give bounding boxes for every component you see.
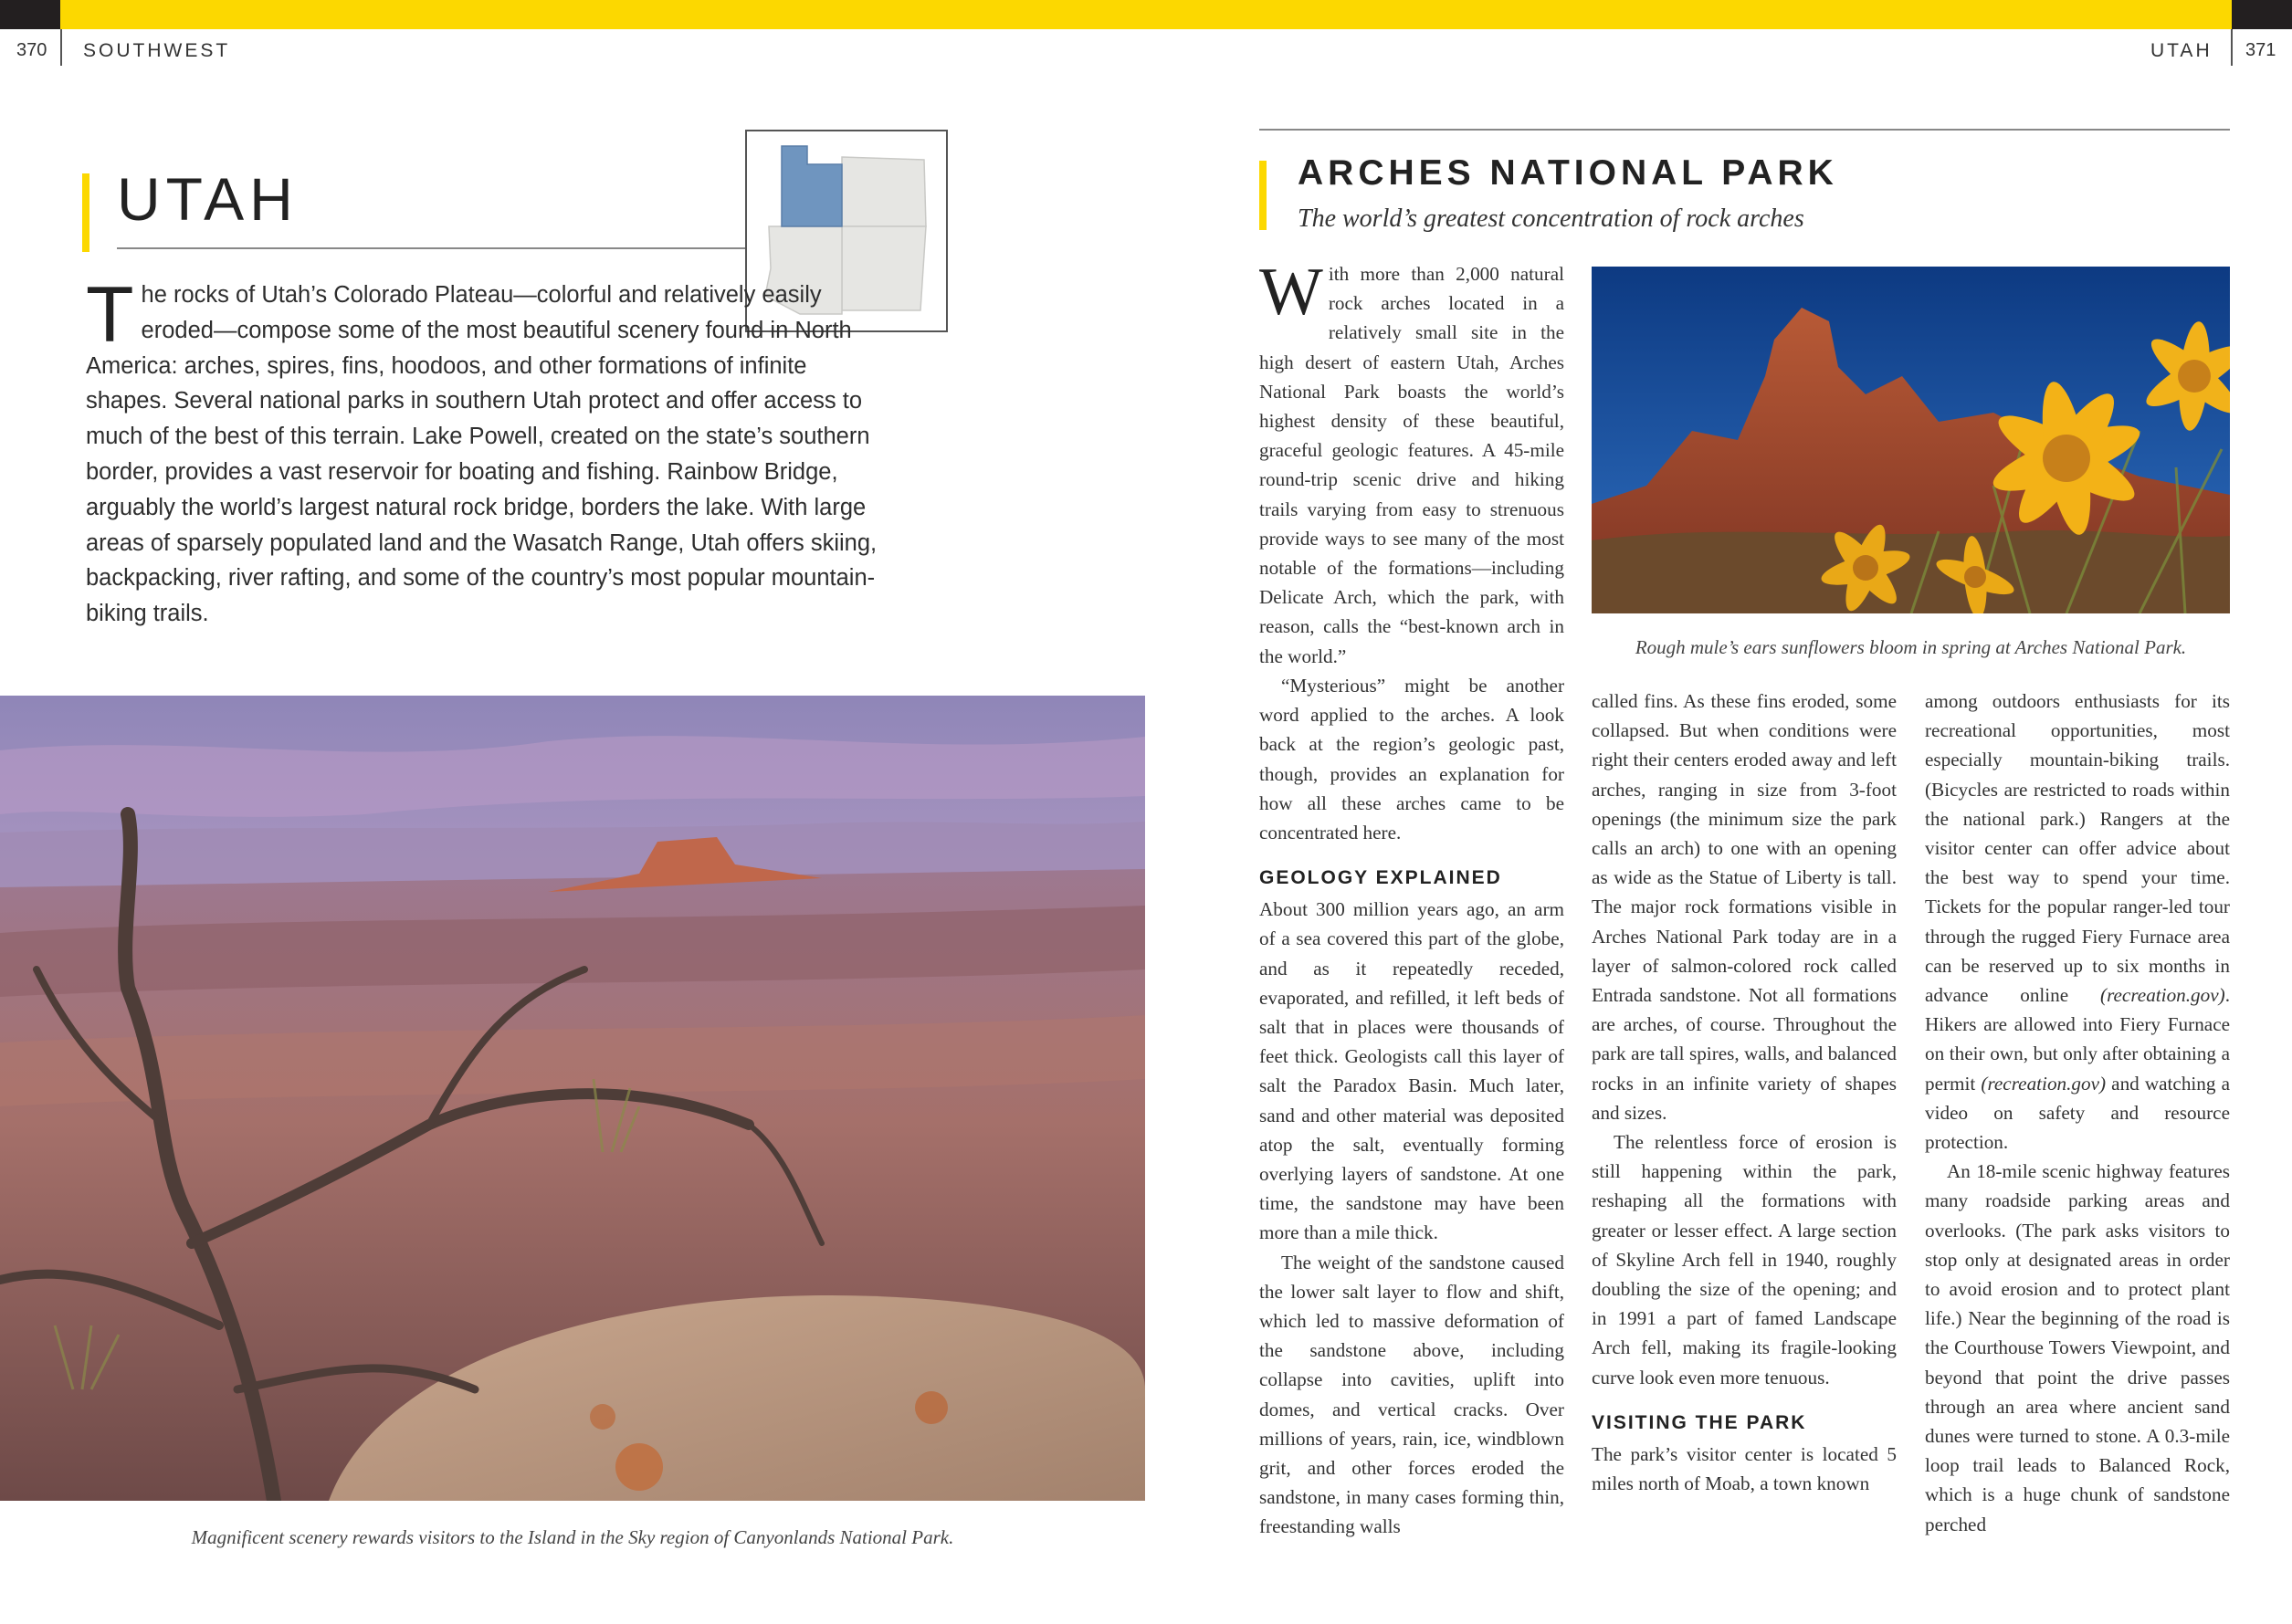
intro-text: he rocks of Utah’s Colorado Plateau—colorful and relatively easily eroded—compose some of the most beautiful scenery found in North America: arches, spires, fins, hoodoos, and other formations of infinite shapes. Several national parks in southern Utah protect and offer access to much of the best of this terrain. Lake Powell, created on the state’s southern border, provides a vast reservoir for boating and fishing. Rainbow Bridge, arguably the world’s largest natural rock bridge, borders the lake. With large areas of sparsely populated land and the Wasatch Range, Utah offers skiing, backpacking, river rafting, and some of the country’s most popular mountain-biking trails. — [86, 282, 878, 627]
left-running-head: SOUTHWEST — [83, 40, 231, 61]
sunflowers-photo — [1592, 267, 2230, 613]
column-3-text-a: among outdoors enthusiasts for its recreational opportunities, most especially mountain-biking trails. (Bicycles are restricted to roads within the national park.) Rangers at the visitor center can offer advice about the best way to spend your time. Tickets for the popular ranger-led tour through the rugged Fiery Furnace area can be reserved up to six months in advance online — [1925, 690, 2230, 1007]
intro-paragraph — [86, 271, 889, 632]
article-paragraph-1-text: ith more than 2,000 natural rock arches located in a relatively small site in the high desert of eastern Utah, Arches National Park boasts the world’s highest density of these beautiful, graceful geologic features. A 45-mile round-trip scenic drive and hiking trails varying from easy to strenuous provide ways to see many of the most notable of the formations—including Delicate Arch, which the park, with reason, calls the “best-known arch in the world.” — [1259, 263, 1564, 667]
canyonlands-photo-art — [0, 696, 1145, 1501]
right-photo-caption: Rough mule’s ears sunflowers bloom in spring at Arches National Park. — [1635, 636, 2187, 658]
recreation-gov-link-2[interactable]: (recreation.gov) — [1981, 1072, 2107, 1095]
heading-geology-explained: GEOLOGY EXPLAINED — [1259, 867, 1502, 889]
article-paragraph-1 — [1259, 259, 1564, 670]
left-folio-divider — [60, 29, 62, 66]
heading-visiting-the-park: VISITING THE PARK — [1592, 1411, 1807, 1433]
sunflowers-photo-art — [1592, 267, 2230, 613]
map-state-wyoming-corner — [842, 157, 926, 226]
geology-paragraph-2: The weight of the sandstone caused the lower salt layer to flow and shift, which led to massive deformation of the sandstone above, including collapse into cavities, uplift into domes, and vertical cracks. Over millions of years, rain, ice, windblown grit, and other forces eroded the sandstone, in many cases forming thin, freestanding walls — [1259, 1251, 1564, 1538]
map-state-utah-highlight — [782, 146, 842, 226]
article-paragraph-2: “Mysterious” might be another word applied to the arches. A look back at the region’s geologic past, though, provides an explanation for how all these arches came to be concentrated here. — [1259, 675, 1564, 844]
intro-dropcap: T — [86, 271, 134, 359]
right-folio-divider — [2231, 29, 2233, 66]
header-dark-bar-left — [0, 0, 60, 29]
page-title: UTAH — [117, 165, 299, 233]
section-subtitle: The world’s greatest concentration of rock arches — [1298, 204, 1804, 233]
right-page-number: 371 — [2245, 40, 2276, 60]
header-yellow-bar — [60, 0, 2232, 29]
column-3-paragraph-2: An 18-mile scenic highway features many roadside parking areas and overlooks. (The park asks visitors to stop only at designated areas in order to avoid erosion and to protect plant life.) Near the beginning of the road is the Courthouse Towers Viewpoint, and beyond that point the drive passes through an area where ancient sand dunes were turned to stone. A 0.3-mile loop trail leads to Balanced Rock, which is a huge chunk of sandstone perched — [1925, 1160, 2230, 1535]
column-3-paragraph-1 — [1925, 686, 2230, 1157]
column-2-paragraph-1: called fins. As these fins eroded, some collapsed. But when conditions were right their centers eroded away and left arches, ranging in size from 3-foot openings (the minimum size the park calls an arch) to one with an opening as wide as the Statue of Liberty is tall. The major rock formations visible in Arches National Park today are in a layer of salmon-colored rock called Entrada sandstone. Not all formations are arches, of course. Throughout the park are tall spires, walls, and balanced rocks in an infinite variety of shapes and sizes. — [1592, 690, 1897, 1124]
visiting-paragraph-1: The park’s visitor center is located 5 miles north of Moab, a town known — [1592, 1442, 1897, 1495]
article-column-1-top — [1259, 259, 1564, 670]
article-column-1-bottom — [1259, 671, 1564, 1556]
article-dropcap: W — [1259, 259, 1323, 330]
article-column-3 — [1925, 686, 2230, 1556]
title-accent-bar — [82, 173, 89, 252]
article-column-2 — [1592, 686, 1897, 1556]
left-photo-caption: Magnificent scenery rewards visitors to the Island in the Sky region of Canyonlands National Park. — [191, 1526, 954, 1548]
column-3-text-c: and watching a video on safety and resource protection. — [1925, 1072, 2230, 1154]
column-2-paragraph-2: The relentless force of erosion is still happening within the park, reshaping all the formations with greater or lesser effect. A large section of Skyline Arch fell in 1940, roughly doubling the size of the opening; and in 1991 a part of famed Landscape Arch fell, making its fragile-looking curve look even more tenuous. — [1592, 1131, 1897, 1388]
recreation-gov-link-1[interactable]: (recreation.gov) — [2100, 984, 2225, 1007]
column-3-text-b: . Hikers are allowed into Fiery Furnace on their own, but only after obtaining a permit — [1925, 984, 2230, 1095]
arches-accent-bar — [1259, 161, 1267, 230]
left-page-number: 370 — [16, 40, 47, 60]
geology-paragraph-1: About 300 million years ago, an arm of a sea covered this part of the globe, and as it repeatedly receded, evaporated, and refilled, it left beds of salt that in places were thousands of feet thick. Geologists call this layer of salt the Paradox Basin. Much later, sand and other material was deposited atop the salt, eventually forming overlying layers of sandstone. At one time, the sandstone may have been more than a mile thick. — [1259, 898, 1564, 1244]
header-dark-bar-right — [2232, 0, 2292, 29]
right-top-rule — [1259, 129, 2230, 131]
right-running-head: UTAH — [2150, 40, 2213, 61]
canyonlands-photo — [0, 696, 1145, 1501]
section-title: ARCHES NATIONAL PARK — [1298, 153, 1838, 193]
title-rule — [117, 247, 747, 249]
